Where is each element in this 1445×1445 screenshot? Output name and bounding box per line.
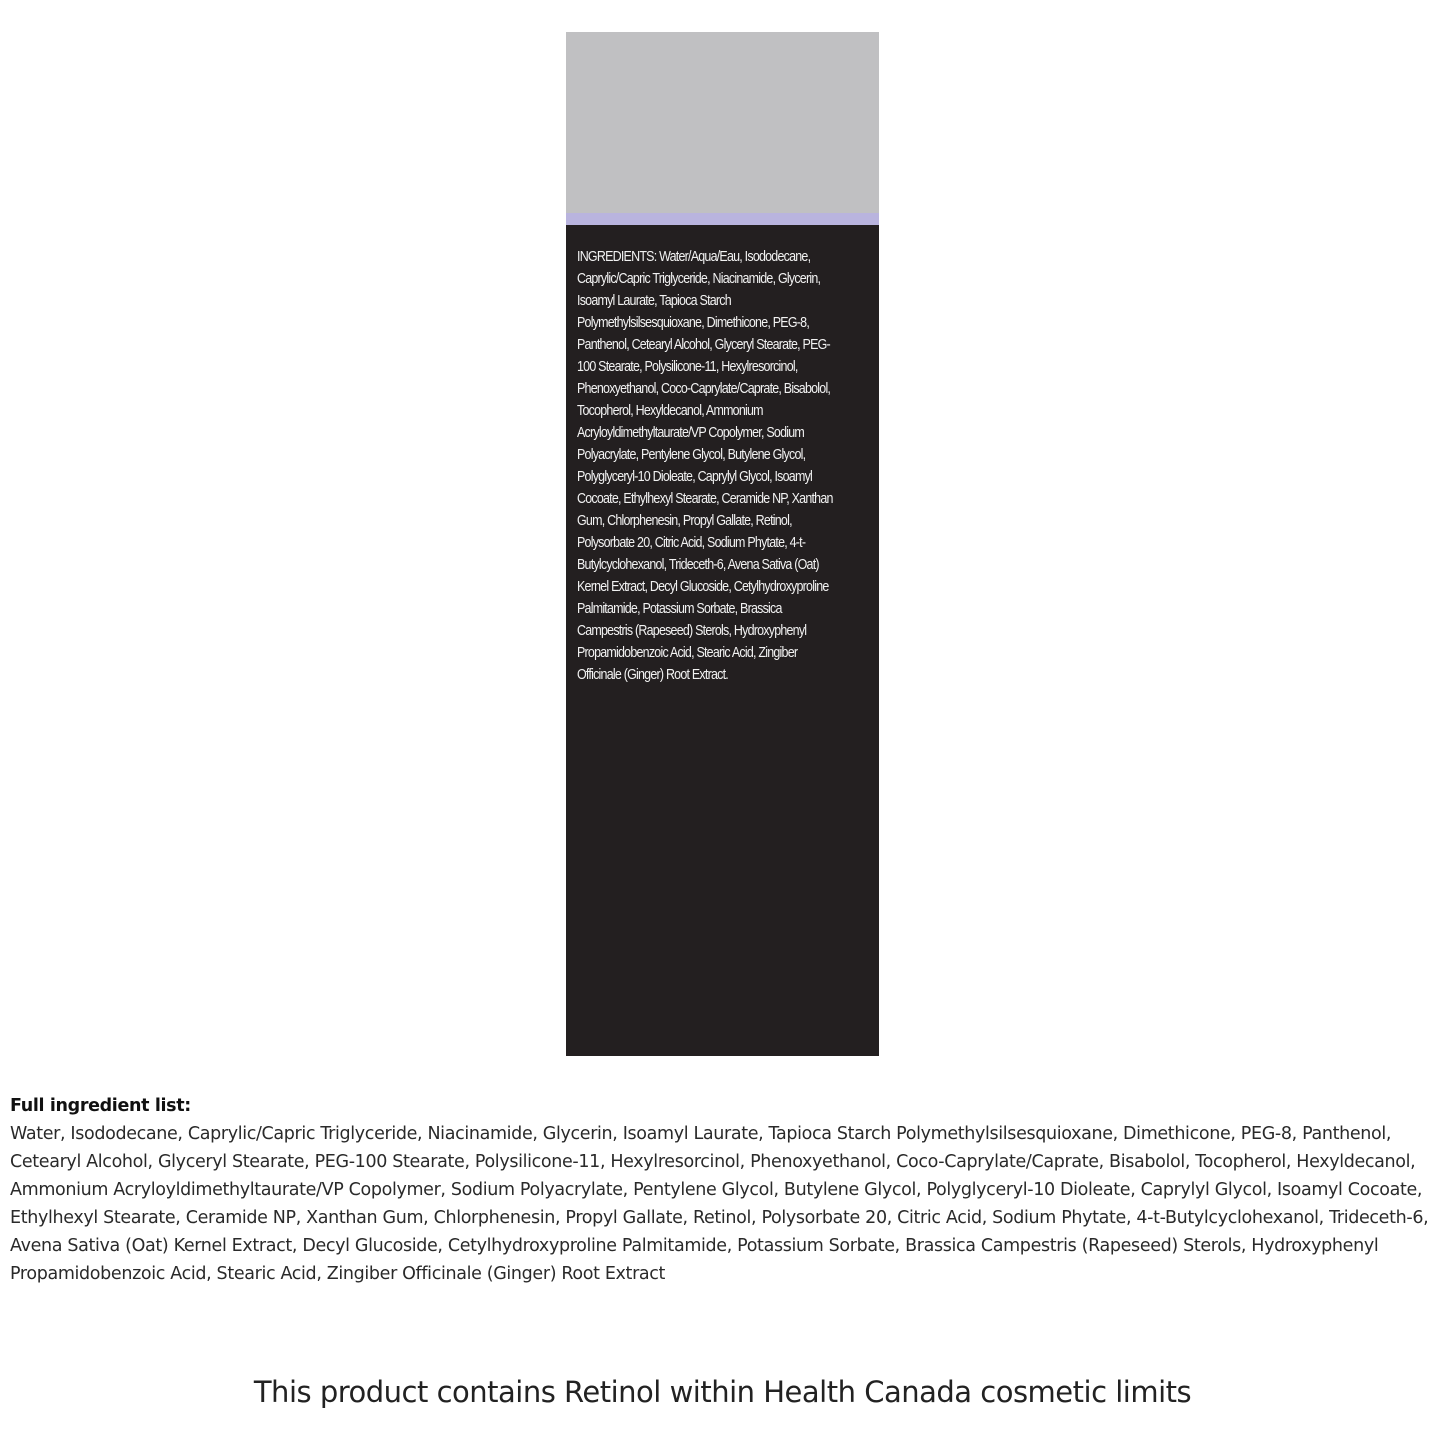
package-top-panel [566,32,879,213]
package-ingredients-label: INGREDIENTS: Water/Aqua/Eau, Isododecane, Caprylic/Capric Triglyceride, Niacinamide, Glycerin, Isoamyl Laurate, Tapioca Starch Polymethylsilsesquioxane, Dimethicone, PEG-8, Panthenol, Cetearyl Alcohol, Glyceryl Stearate, PEG-100 Stearate, Polysilicone-11, Hexylresorcinol, Phenoxyethanol, Coco-Caprylate/Caprate, Bisabolol, Tocopherol, Hexyldecanol, Ammonium Acryloyldimethyltaurate/VP Copolymer, Sodium Polyacrylate, Pentylene Glycol, Butylene Glycol, Polyglyceryl-10 Dioleate, Caprylyl Glycol, Isoamyl Cocoate, Ethylhexyl Stearate, Ceramide NP, Xanthan Gum, Chlorphenesin, Propyl Gallate, Retinol, Polysorbate 20, Citric Acid, Sodium Phytate, 4-t-Butylcyclohexanol, Trideceth-6, Avena Sativa (Oat) Kernel Extract, Decyl Glucoside, Cetylhydroxyproline Palmitamide, Potassium Sorbate, Brassica Campestris (Rapeseed) Sterols, Hydroxyphenyl Propamidobenzoic Acid, Stearic Acid, Zingiber Officinale (Ginger) Root Extract. [577,249,833,683]
product-package-image [566,32,879,1056]
full-ingredient-list [10,1092,1438,1288]
package-accent-stripe [566,213,879,225]
full-ingredient-list-text: Water, Isododecane, Caprylic/Capric Triglyceride, Niacinamide, Glycerin, Isoamyl Laurate, Tapioca Starch Polymethylsilsesquioxane, Dimethicone, PEG-8, Panthenol, Cetearyl Alcohol, Glyceryl Stearate, PEG-100 Stearate, Polysilicone-11, Hexylresorcinol, Phenoxyethanol, Coco-Caprylate/Caprate, Bisabolol, Tocopherol, Hexyldecanol, Ammonium Acryloyldimethyltaurate/VP Copolymer, Sodium Polyacrylate, Pentylene Glycol, Butylene Glycol, Polyglyceryl-10 Dioleate, Caprylyl Glycol, Isoamyl Cocoate, Ethylhexyl Stearate, Ceramide NP, Xanthan Gum, Chlorphenesin, Propyl Gallate, Retinol, Polysorbate 20, Citric Acid, Sodium Phytate, 4-t-Butylcyclohexanol, Trideceth-6, Avena Sativa (Oat) Kernel Extract, Decyl Glucoside, Cetylhydroxyproline Palmitamide, Potassium Sorbate, Brassica Campestris (Rapeseed) Sterols, Hydroxyphenyl Propamidobenzoic Acid, Stearic Acid, Zingiber Officinale (Ginger) Root Extract [10,1124,1429,1284]
retinol-compliance-note: This product contains Retinol within Health Canada cosmetic limits [253,1375,1192,1409]
full-ingredient-list-heading: Full ingredient list: [10,1096,191,1116]
